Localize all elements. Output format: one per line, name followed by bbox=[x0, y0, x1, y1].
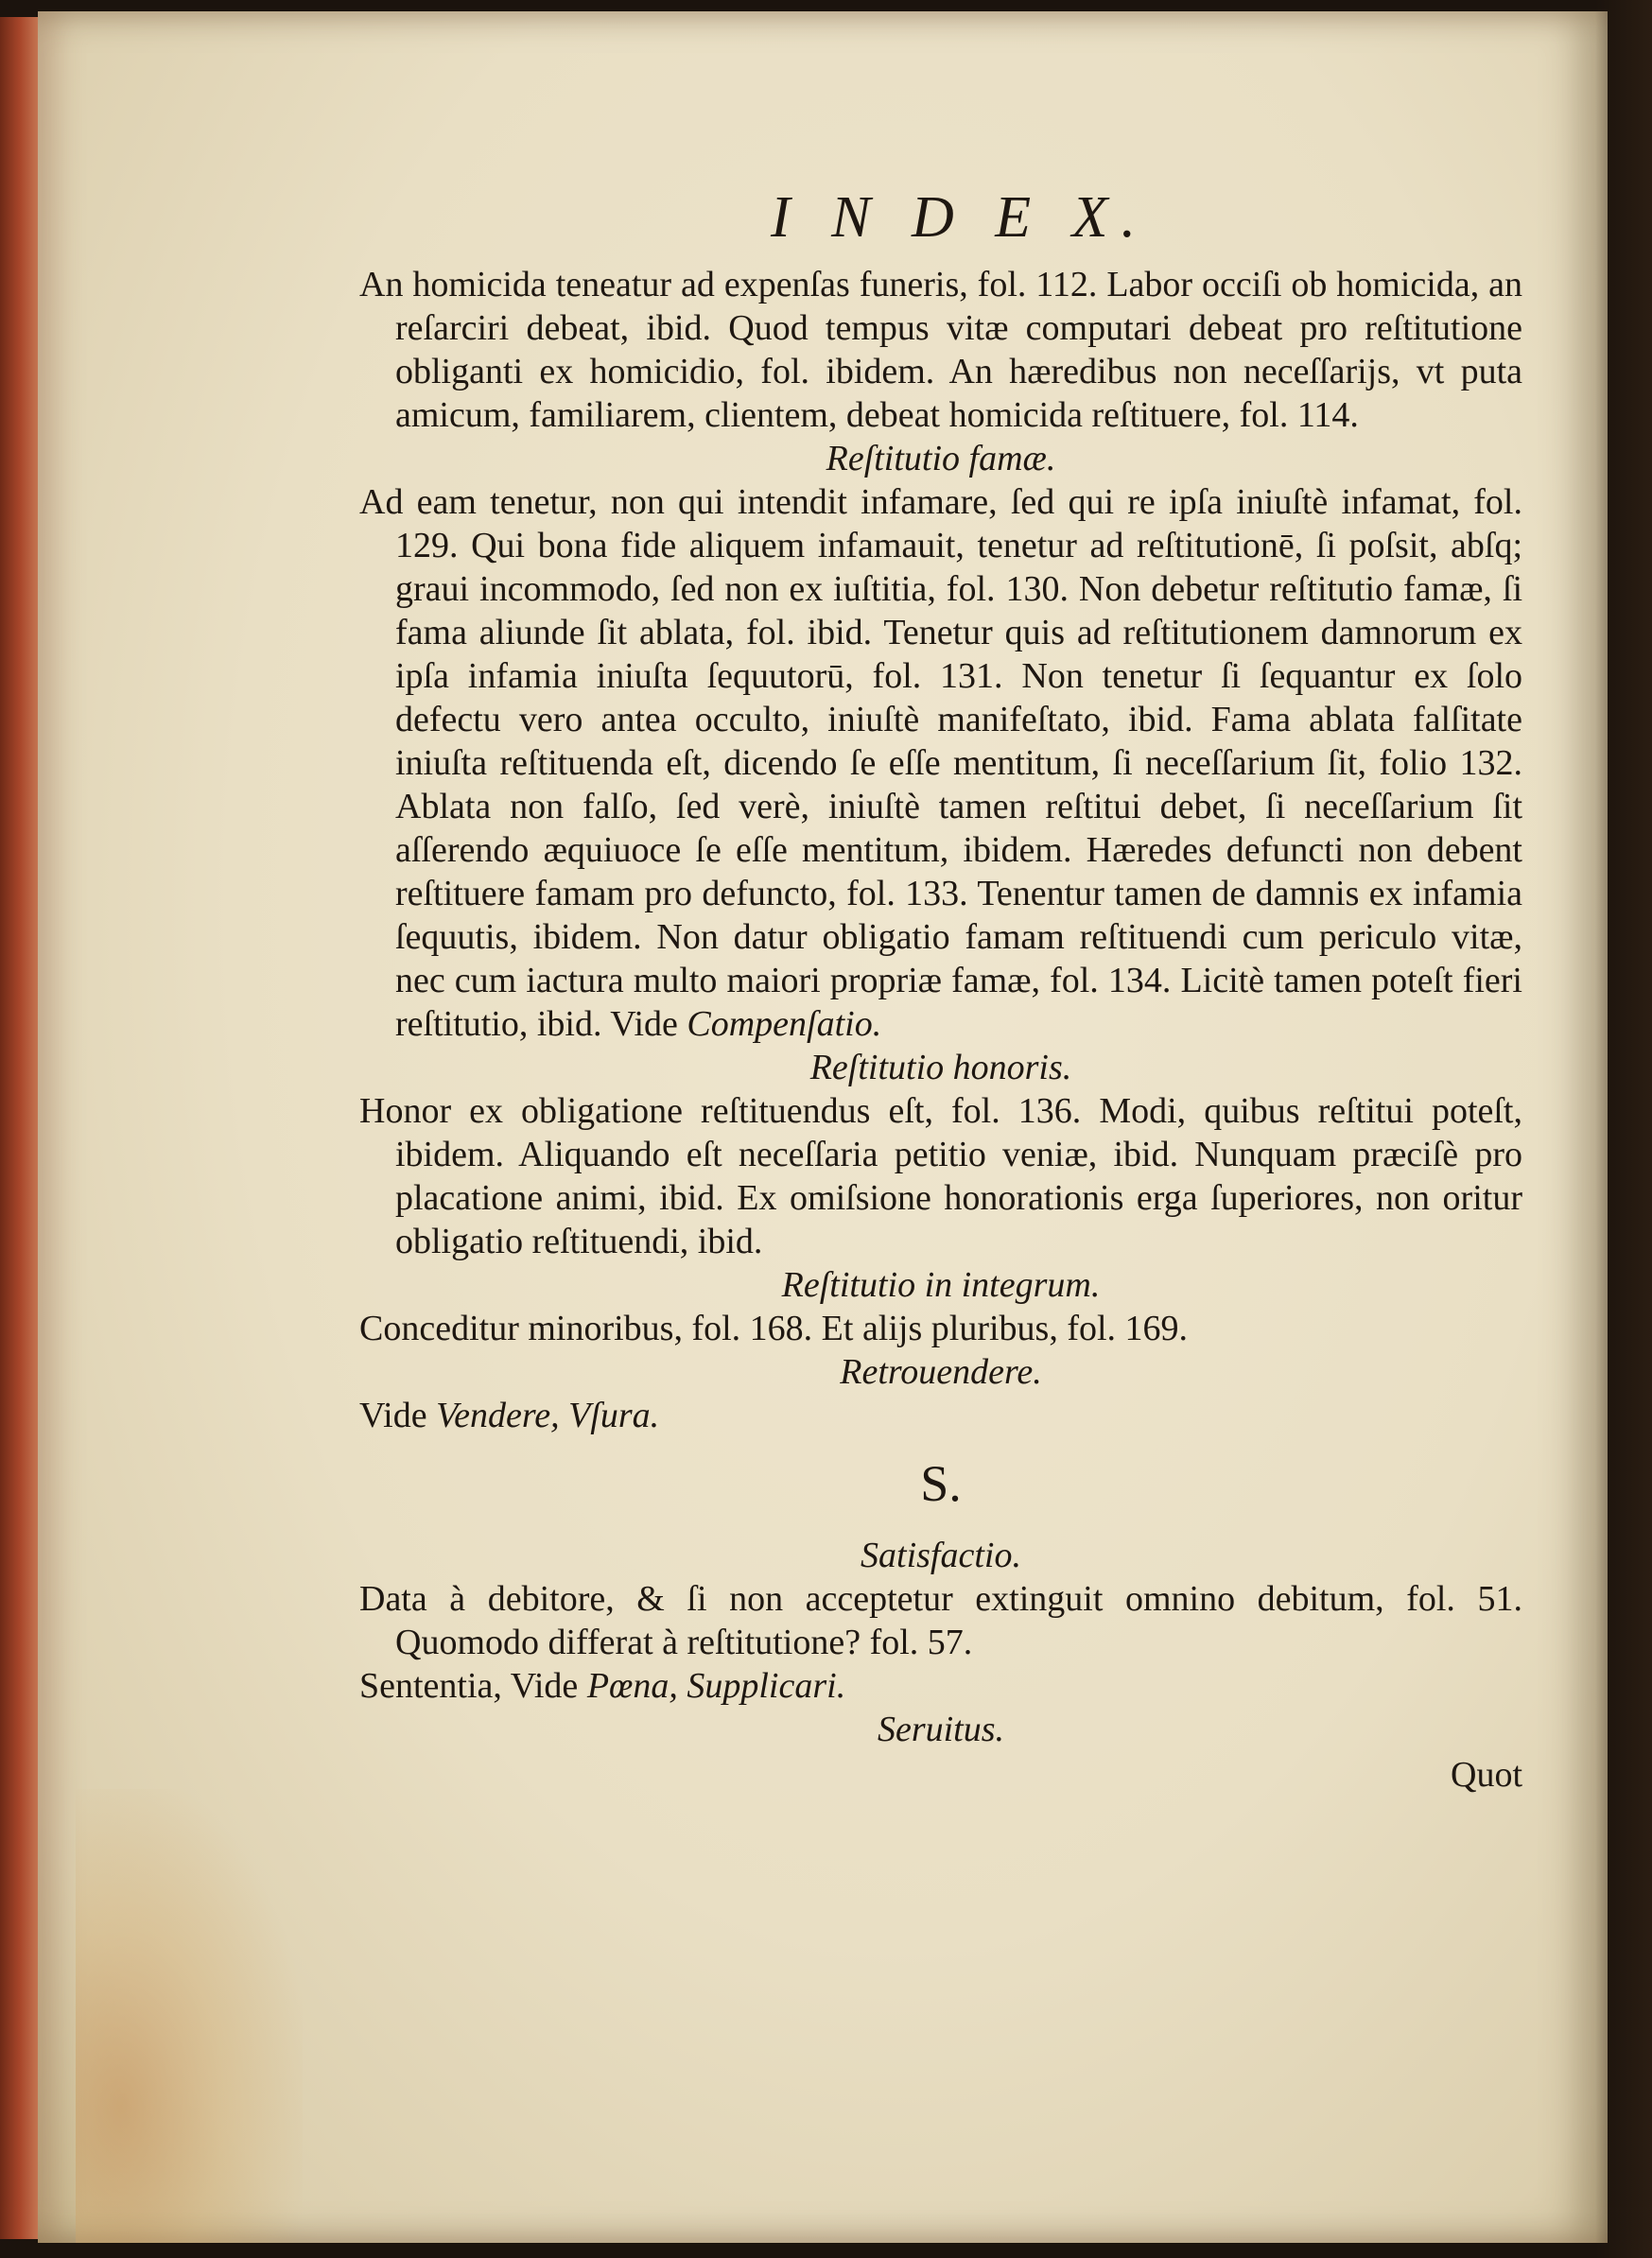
section-letter: S. bbox=[920, 1455, 962, 1512]
entry-text: An homicida teneatur ad expenſas funeris, fol. 112. Labor occiſi ob homicida, an reſarciri debeat, ibid. Quod tempus vitæ computari debeat pro reſtitutione obliganti ex homicidio, fol. ibidem. An hæredibus non neceſſarijs, vt puta amicum, familiarem, clientem, debeat homicida reſtituere, fol. 114. bbox=[359, 265, 1522, 435]
index-entry bbox=[359, 480, 1522, 1046]
index-entry bbox=[359, 1089, 1522, 1263]
catchword: Quot bbox=[1451, 1755, 1522, 1795]
index-heading: Satisfactio. bbox=[861, 1536, 1021, 1575]
index-heading: Reſtitutio in integrum. bbox=[781, 1265, 1101, 1305]
entry-text: Data à debitore, & ſi non acceptetur extinguit omnino debitum, fol. 51. Quomodo differat à reſtitutione? fol. 57. bbox=[359, 1579, 1522, 1662]
entry-text: Ad eam tenetur, non qui intendit infamare, ſed qui re ipſa iniuſtè infamat, fol. 129. Qui bona fide aliquem infamauit, tenetur ad reſtitutionē, ſi poſsit, abſq; graui incommodo, ſed non ex iuſtitia, fol. 130. Non debetur reſtitutio famæ, ſi fama aliunde ſit ablata, fol. ibid. Tenetur quis ad reſtitutionem damnorum ex ipſa infamia iniuſta ſequutorū, fol. 131. Non tenetur ſi ſequantur ex ſolo defectu vero antea occulto, iniuſtè manifeſtato, ibid. Fama ablata falſitate iniuſta reſtituenda eſt, dicendo ſe eſſe mentitum, ſi neceſſarium ſit, folio 132. Ablata non falſo, ſed verè, iniuſtè tamen reſtitui debet, ſi neceſſarium ſit aſſerendo æquiuoce ſe eſſe mentitum, ibidem. Hæredes defuncti non debent reſtituere famam pro defuncto, fol. 133. Tenentur tamen de damnis ex infamia ſequutis, ibidem. Non datur obligatio famam reſtituendi cum periculo vitæ, nec cum iactura multo maiori propriæ famæ, fol. 134. Licitè tamen poteſt fieri reſtitutio, ibid. Vide bbox=[359, 482, 1522, 1044]
entry-text: Vide bbox=[359, 1396, 427, 1435]
cross-reference: Vendere, Vſura. bbox=[436, 1396, 660, 1435]
index-entry bbox=[359, 1577, 1522, 1664]
entry-text: Sententia, Vide bbox=[359, 1666, 579, 1706]
index-entry bbox=[359, 1664, 1522, 1708]
water-stain bbox=[76, 1789, 303, 2243]
index-heading: Reſtitutio honoris. bbox=[809, 1048, 1072, 1087]
cross-reference: Compenſatio. bbox=[687, 1004, 882, 1044]
page-title: I N D E X. bbox=[770, 185, 1150, 250]
index-heading: Retrouendere. bbox=[840, 1352, 1042, 1392]
index-heading: Seruitus. bbox=[877, 1710, 1005, 1749]
cross-reference: Pœna, Supplicari. bbox=[586, 1666, 846, 1706]
index-entry bbox=[359, 1394, 1522, 1437]
page-content bbox=[359, 180, 1522, 1798]
gutter bbox=[1595, 0, 1652, 2258]
index-heading: Reſtitutio famæ. bbox=[826, 439, 1056, 478]
entry-text: Honor ex obligatione reſtituendus eſt, fol. 136. Modi, quibus reſtitui poteſt, ibidem. Aliquando eſt neceſſaria petitio veniæ, ibid. Nunquam præciſè pro placatione animi, ibid. Ex omiſsione honorationis erga ſuperiores, non oritur obligatio reſtituendi, ibid. bbox=[359, 1091, 1522, 1261]
entry-text: Conceditur minoribus, fol. 168. Et alijs pluribus, fol. 169. bbox=[359, 1309, 1189, 1348]
index-entry bbox=[359, 263, 1522, 437]
index-entry bbox=[359, 1307, 1522, 1350]
